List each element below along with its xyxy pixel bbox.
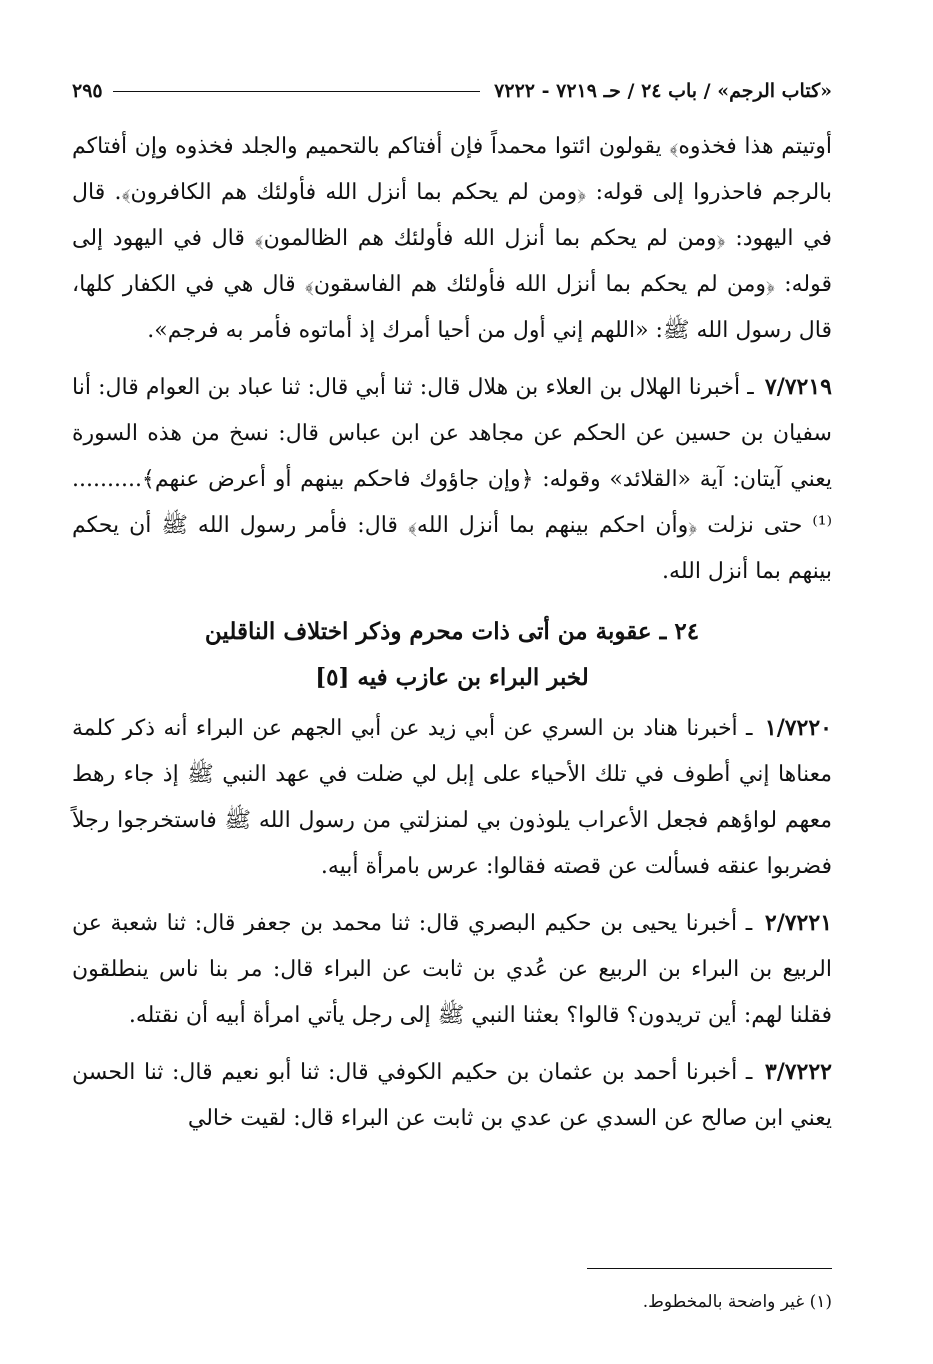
header-rule: [113, 91, 481, 92]
hadith-number: ٢/٧٢٢١: [764, 910, 833, 936]
header-title: «كتاب الرجم» / باب ٢٤ / حـ ٧٢١٩ - ٧٢٢٢: [494, 80, 832, 102]
hadith-number: ٣/٧٢٢٢: [764, 1059, 832, 1085]
chapter-heading-line: ٢٤ ـ عقوبة من أتى ذات محرم وذكر اختلاف الناقلين: [204, 618, 700, 645]
running-header: [72, 76, 832, 106]
hadith-paragraph: [72, 1049, 832, 1142]
footnote: (١) غير واضحة بالمخطوط.: [642, 1292, 832, 1312]
hadith-paragraph: [72, 705, 832, 890]
paragraph-text: ـ أخبرنا أحمد بن عثمان بن حكيم الكوفي قال: ثنا أبو نعيم قال: ثنا الحسن يعني ابن صالح عن السدي عن عدي بن ثابت عن البراء قال: لقيت خالي: [72, 1060, 832, 1131]
hadith-paragraph: [72, 900, 832, 1039]
hadith-paragraph: [72, 364, 832, 595]
footnote-divider: [587, 1268, 832, 1269]
page-number: ٢٩٥: [72, 80, 103, 102]
paragraph: [72, 124, 832, 354]
chapter-heading-line: لخبر البراء بن عازب فيه [٥]: [315, 664, 589, 691]
paragraph-text: أوتيتم هذا فخذوه﴾ يقولون ائتوا محمداً فإن أفتاكم بالتحميم والجلد فخذوه وإن أفتاكم بالرجم فاحذروا إلى قوله: ﴿ومن لم يحكم بما أنزل الله فأولئك هم الكافرون﴾. قال في اليهود: ﴿ومن لم يحكم بما أنزل الله فأولئك هم الظالمون﴾ قال في اليهود إلى قوله: ﴿ومن لم يحكم بما أنزل الله فأولئك هم الفاسقون﴾ قال هي في الكفار كلها، قال رسول الله ﷺ: «اللهم إني أول من أحيا أمرك إذ أماتوه فأمر به فرجم».: [72, 134, 832, 343]
paragraph-text: ـ أخبرنا يحيى بن حكيم البصري قال: ثنا محمد بن جعفر قال: ثنا شعبة عن الربيع بن البراء بن الربيع عن عُدي بن ثابت عن البراء قال: مر بنا ناس ينطلقون فقلنا لهم: أين تريدون؟ قالوا؟ بعثنا النبي ﷺ إلى رجل يأتي امرأة أبيه أن نقتله.: [72, 911, 832, 1028]
hadith-number: ٧/٧٢١٩: [764, 374, 832, 400]
book-page: [72, 60, 832, 1350]
paragraph-text: ـ أخبرنا الهلال بن العلاء بن هلال قال: ثنا أبي قال: ثنا عباد بن العوام قال: أنا سفيان بن حسين عن الحكم عن مجاهد عن ابن عباس قال: نسخ من هذه السورة يعني آيتان: آية «القلائد» وقوله: ﴿وإن جاؤوك فاحكم بينهم أو أعرض عنهم﴾.......... ⁽¹⁾ حتى نزلت ﴿وأن احكم بينهم بما أنزل الله﴾ قال: فأمر رسول الله ﷺ أن يحكم بينهم بما أنزل الله.: [72, 375, 832, 584]
chapter-heading: [72, 609, 832, 701]
paragraph-text: ـ أخبرنا هناد بن السري عن أبي زيد عن أبي الجهم عن البراء أنه ذكر كلمة معناها إني أطوف في تلك الأحياء على إبل لي ضلت في عهد النبي ﷺ إذ جاء رهط معهم لواؤهم فجعل الأعراب يلوذون بي لمنزلتي من رسول الله ﷺ فاستخرجوا رجلاً فضربوا عنقه فسألت عن قصته فقالوا: عرس بامرأة أبيه.: [72, 716, 832, 879]
main-text: [72, 124, 832, 1142]
hadith-number: ١/٧٢٢٠: [764, 715, 832, 741]
